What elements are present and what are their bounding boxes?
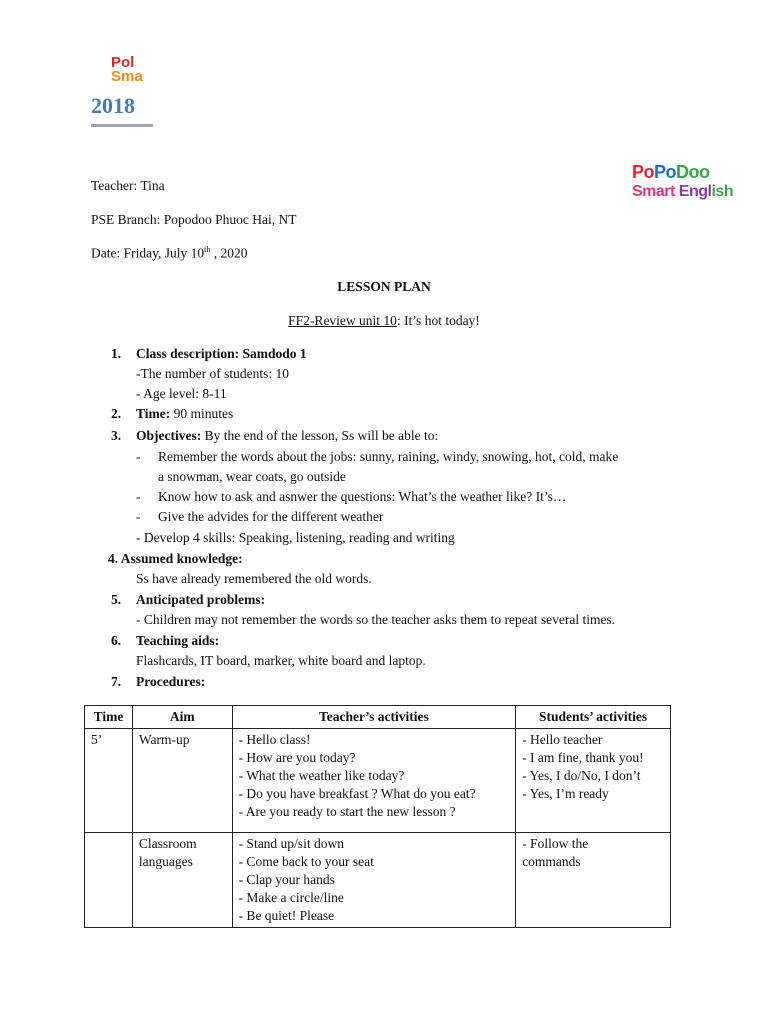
bullet-dash: - (136, 449, 141, 464)
teaching-aids-heading: Teaching aids: (136, 633, 220, 648)
bullet-dash: - (136, 489, 141, 504)
table-row (85, 833, 671, 928)
class-description-line: -The number of students: 10 (136, 366, 289, 381)
page-subtitle: FF2-Review unit 10: It’s hot today! (288, 313, 480, 328)
column-header-teacher-activities: Teacher’s activities (232, 706, 516, 729)
objective-item: a snowman, wear coats, go outside (158, 469, 346, 484)
aim-cell: Warm-up (132, 729, 232, 833)
header-logo (111, 56, 155, 86)
class-description-heading: Class description: Samdodo 1 (136, 346, 307, 361)
header-year: 2018 (91, 93, 135, 118)
aim-cell: Classroom languages (132, 833, 232, 928)
teacher-activities-cell: - Stand up/sit down - Come back to your seat - Clap your hands - Make a circle/line - Be quiet! Please (232, 833, 516, 928)
header-logo-line1: Pol (111, 56, 135, 71)
objective-item: - Develop 4 skills: Speaking, listening, reading and writing (136, 530, 455, 545)
time-cell: 5’ (85, 729, 133, 833)
bullet-dash: - (136, 509, 141, 524)
assumed-knowledge-text: Ss have already remembered the old words. (136, 571, 372, 586)
branch-line: PSE Branch: Popodoo Phuoc Hai, NT (91, 212, 297, 227)
page-title: LESSON PLAN (337, 279, 431, 294)
column-header-time: Time (85, 706, 133, 729)
header-rule (91, 124, 153, 127)
objectives-line: Objectives: By the end of the lesson, Ss will be able to: (136, 428, 439, 443)
section-number: 5. (111, 592, 122, 607)
students-activities-cell: - Hello teacher - I am fine, thank you! - Yes, I do/No, I don’t - Yes, I’m ready (516, 729, 671, 833)
section-number: 2. (111, 406, 122, 421)
section-number: 1. (111, 346, 122, 361)
brand-logo-line1: PoPoDoo (632, 162, 710, 182)
teacher-activities-cell: - Hello class! - How are you today? - What the weather like today? - Do you have breakfast ? What do you eat? - Are you ready to start the new lesson ? (232, 729, 516, 833)
assumed-knowledge-heading: 4. Assumed knowledge: (108, 551, 243, 566)
section-number: 6. (111, 633, 122, 648)
procedures-table (84, 705, 671, 928)
column-header-students-activities: Students’ activities (516, 706, 671, 729)
objective-item: Remember the words about the jobs: sunny, raining, windy, snowing, hot, cold, make (158, 449, 619, 464)
anticipated-problems-text: - Children may not remember the words so the teacher asks them to repeat several times. (136, 612, 616, 627)
table-row (85, 729, 671, 833)
section-number: 3. (111, 428, 122, 443)
time-cell (85, 833, 133, 928)
teacher-line: Teacher: Tina (91, 178, 165, 193)
class-description-line: - Age level: 8-11 (136, 386, 227, 401)
anticipated-problems-heading: Anticipated problems: (136, 592, 266, 607)
date-line: Date: Friday, July 10th , 2020 (91, 245, 248, 261)
column-header-aim: Aim (132, 706, 232, 729)
table-header-row (85, 706, 671, 729)
students-activities-cell: - Follow the commands (516, 833, 671, 928)
brand-logo (632, 162, 740, 206)
section-number: 7. (111, 674, 122, 689)
header-logo-line2: Sma (111, 68, 143, 85)
objective-item: Give the advides for the different weather (158, 509, 384, 524)
brand-logo-line2: Smart English (632, 183, 734, 200)
time-line: Time: 90 minutes (136, 406, 234, 421)
objective-item: Know how to ask and asnwer the questions: What’s the weather like? It’s… (158, 489, 567, 504)
procedures-heading: Procedures: (136, 674, 206, 689)
teaching-aids-text: Flashcards, IT board, marker, white board and laptop. (136, 653, 426, 668)
